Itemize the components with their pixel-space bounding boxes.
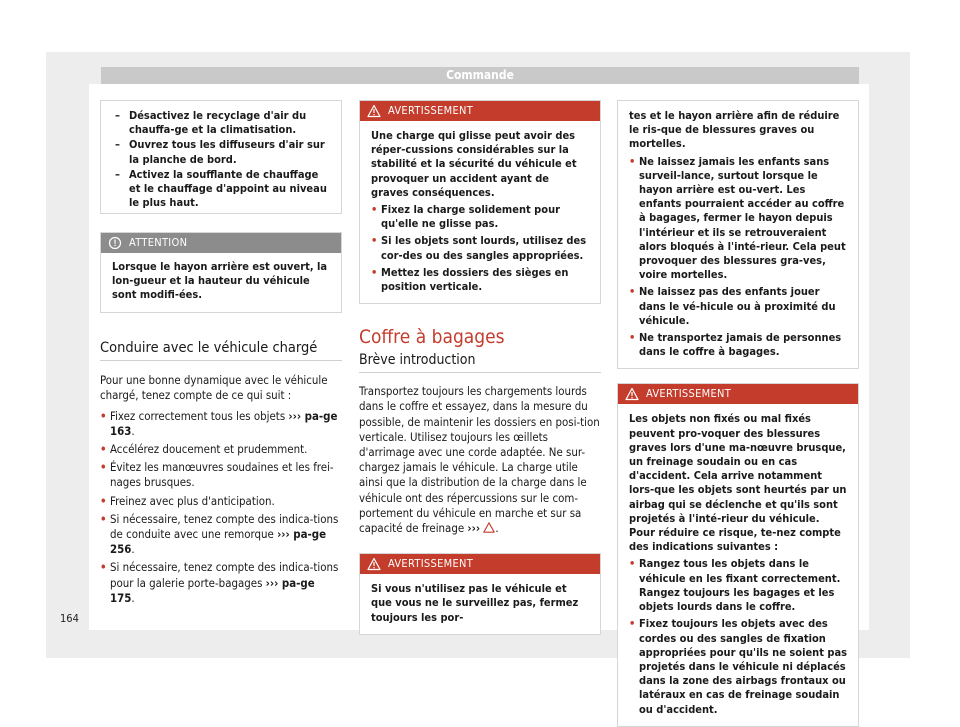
section-rule <box>359 372 601 373</box>
page-header <box>101 67 859 84</box>
list-item: • Fixez toujours les objets avec des cordes ou des sangles de fixation appropriées pour qu'ils ne soient pas projetés dans le véhicule ni déplacés dans la zone des airbags frontaux ou latéraux en cas de freinage soudain ou d'accident. <box>629 617 848 716</box>
list-item: • Fixez correctement tous les objets ››› pa-ge 163. <box>100 408 338 438</box>
header-title: Commande <box>446 68 514 82</box>
list-item: • Rangez tous les objets dans le véhicule en les fixant correctement. Rangez toujours les bagages et les objets lourds dans le coffre. <box>629 557 841 614</box>
column-3 <box>617 100 859 727</box>
attention-label: ATTENTION <box>129 236 188 249</box>
list-item: • Si nécessaire, tenez compte des indica-tions de conduite avec une remorque ››› pa-ge 256. <box>100 511 339 557</box>
warning-text: Une charge qui glisse peut avoir des réper-cussions considérables sur la stabilité et la sécurité du véhicule et provoquer un accident ayant de graves conséquences. <box>371 129 577 199</box>
warning-triangle-icon <box>367 104 381 118</box>
list-item: • Ne laissez pas des enfants jouer dans le vé-hicule ou à proximité du véhicule. <box>629 285 836 327</box>
warning-header <box>360 101 600 121</box>
warning-box <box>617 383 859 726</box>
page-ref-link[interactable]: ››› <box>467 521 481 536</box>
list-item: • Si nécessaire, tenez compte des indica-tions pour la galerie porte-bagages ››› pa-ge 175. <box>100 560 339 605</box>
list-item: • Si les objets sont lourds, utilisez des cor-des ou des sangles appropriées. <box>371 234 587 262</box>
section-body: Transportez toujours les chargements lourds dans le coffre et essayez, dans la mesure du possible, de maintenir les dossiers en posi-tion verticale. Utilisez toujours les œillets d'arrimage avec une corde adaptée. Ne sur-chargez jamais le véhicule. La charge utile ainsi que la distribution de la charge dans le véhicule ont des répercussions sur le com-portement du véhicule en marche et sur sa capacité de freinage ››› . <box>359 384 600 536</box>
warning-text: Si vous n'utilisez pas le véhicule et que vous ne le surveillez pas, fermez toujours les por- <box>371 582 579 624</box>
list-item: • Ne transportez jamais de personnes dans le coffre à bagages. <box>629 331 842 359</box>
attention-text: Lorsque le hayon arrière est ouvert, la lon-gueur et la hauteur du véhicule sont modifi-ées. <box>112 260 328 302</box>
warning-continued-box <box>617 100 859 369</box>
warning-box <box>359 553 601 635</box>
warning-label: AVERTISSEMENT <box>646 387 732 401</box>
warning-header <box>618 384 858 404</box>
warning-header <box>360 554 600 574</box>
page-ref-link[interactable]: ››› pa-ge 175 <box>110 575 315 605</box>
list-item: • Ne laissez jamais les enfants sans surveil-lance, surtout lorsque le hayon arrière est ou-vert. Les enfants pourraient accéder au coffre à bagages, fermer le hayon depuis l'intérieur et ils se retrouveraient alors bloqués à l'inté-rieur. Cela peut provoquer des blessures gra-ves, voire mortelles. <box>629 154 846 282</box>
list-item: • Fixez la charge solidement pour qu'elle ne glisse pas. <box>371 203 560 231</box>
warning-triangle-icon <box>625 387 639 401</box>
warning-label: AVERTISSEMENT <box>388 104 474 117</box>
section-intro: Pour une bonne dynamique avec le véhicule chargé, tenez compte de ce qui suit : <box>100 373 328 403</box>
warning-triangle-icon <box>483 522 495 533</box>
warning-text: Les objets non fixés ou mal fixés peuvent pro-voquer des blessures graves lors d'une ma-nœuvre brusque, un freinage soudain ou en cas d'accident. Cela arrive notamment lors-que les objets sont heurtés par un airbag qui se déclenche et qu'ils sont projetés à l'inté-rieur du véhicule. Pour réduire ce risque, te-nez compte des indications suivantes : <box>629 412 847 554</box>
column-2 <box>359 100 601 635</box>
info-circle-icon <box>108 236 122 250</box>
list-item: • Évitez les manœuvres soudaines et les frei-nages brusques. <box>100 460 334 490</box>
attention-box <box>100 232 342 313</box>
page-number: 164 <box>60 612 79 625</box>
list-item: – Activez la soufflante de chauffage et le chauffage d'appoint au niveau le plus haut. <box>115 167 327 210</box>
instruction-box <box>100 100 342 214</box>
warning-triangle-icon <box>367 557 381 571</box>
list-item: • Freinez avec plus d'anticipation. <box>100 493 275 508</box>
list-item: – Désactivez le recyclage d'air du chauffa-ge et la climatisation. <box>115 109 307 137</box>
list-item: – Ouvrez tous les diffuseurs d'air sur la planche de bord. <box>115 138 325 166</box>
warning-label: AVERTISSEMENT <box>388 557 474 571</box>
list-item: • Mettez les dossiers des sièges en position verticale. <box>371 265 569 294</box>
section-title: Coffre à bagages <box>359 326 505 349</box>
page-ref-link[interactable]: ››› pa-ge 256 <box>110 526 327 557</box>
attention-header <box>101 233 341 253</box>
warning-box <box>359 100 601 304</box>
section-rule <box>100 360 342 361</box>
column-1 <box>100 100 342 606</box>
list-item: • Accélérez doucement et prudemment. <box>100 441 308 456</box>
warning-text: tes et le hayon arrière afin de réduire le ris-que de blessures graves ou mortelles. <box>629 109 840 151</box>
section-title: Conduire avec le véhicule chargé <box>100 339 318 356</box>
page-ref-link[interactable]: ››› pa-ge 163 <box>110 408 338 438</box>
section-subtitle: Brève introduction <box>359 351 476 368</box>
